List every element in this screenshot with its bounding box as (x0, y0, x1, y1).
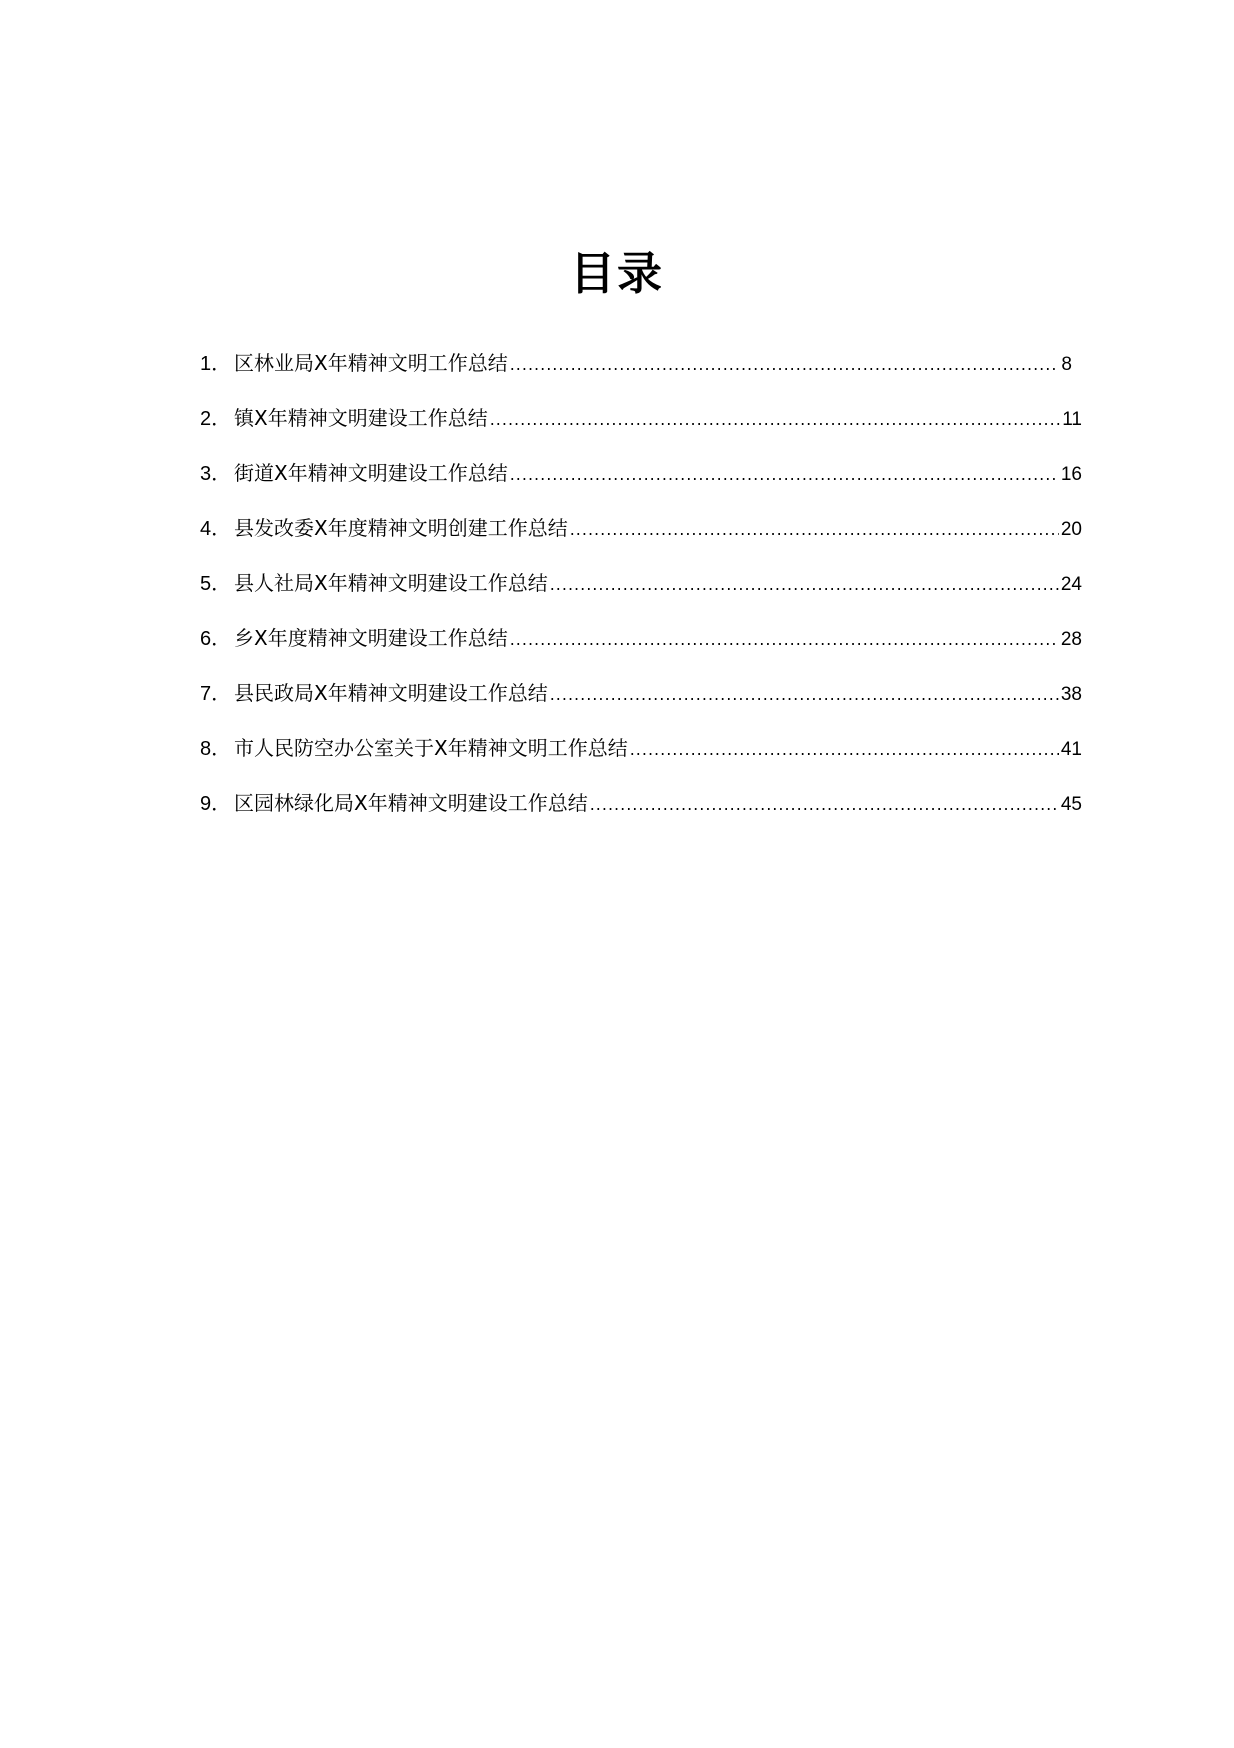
toc-entry-title: 区园林绿化局X年精神文明建设工作总结 (234, 791, 588, 815)
toc-entry-title: 市人民防空办公室关于X年精神文明工作总结 (234, 736, 628, 760)
toc-entry-title: 县民政局X年精神文明建设工作总结 (234, 681, 548, 705)
toc-dot-leader (570, 515, 1059, 545)
toc-entry-page: 16 (1060, 464, 1082, 485)
toc-entry-title: 区林业局X年精神文明工作总结 (234, 351, 508, 375)
toc-entry-number: 3． (200, 463, 232, 485)
toc-title: 目录 (569, 247, 664, 300)
toc-dot-leader (550, 680, 1059, 710)
toc-entry-page: 8 (1061, 354, 1072, 375)
toc-entry-number: 5． (200, 573, 232, 595)
toc-dot-leader (510, 350, 1060, 380)
toc-entry-number: 7． (200, 683, 232, 705)
toc-dot-leader (590, 790, 1059, 820)
toc-entry-2[interactable] (200, 403, 1082, 458)
toc-entry-page: 45 (1060, 794, 1082, 815)
toc-entry-number: 1． (200, 353, 232, 375)
toc-entry-page: 38 (1060, 684, 1082, 705)
toc-entry-page: 20 (1060, 519, 1082, 540)
toc-entry-4[interactable] (200, 513, 1082, 568)
toc-entry-7[interactable] (200, 678, 1082, 733)
toc-entry-page: 24 (1060, 574, 1082, 595)
toc-entry-number: 2． (200, 408, 232, 430)
toc-entry-title: 乡X年度精神文明建设工作总结 (234, 626, 508, 650)
toc-entry-3[interactable] (200, 458, 1082, 513)
toc-entry-number: 9． (200, 793, 232, 815)
toc-entry-8[interactable] (200, 733, 1082, 788)
toc-entry-number: 4． (200, 518, 232, 540)
toc-entry-page: 28 (1060, 629, 1082, 650)
toc-entry-6[interactable] (200, 623, 1082, 678)
toc-dot-leader (490, 405, 1061, 435)
toc-entry-1[interactable] (200, 348, 1082, 403)
toc-entry-number: 8． (200, 738, 232, 760)
toc-entry-title: 县发改委X年度精神文明创建工作总结 (234, 516, 568, 540)
toc-entry-page: 11 (1062, 409, 1082, 430)
toc-dot-leader (550, 570, 1059, 600)
toc-entry-9[interactable] (200, 788, 1082, 843)
toc-entry-title: 县人社局X年精神文明建设工作总结 (234, 571, 548, 595)
toc-list (200, 348, 1082, 843)
toc-entry-5[interactable] (200, 568, 1082, 623)
toc-entry-title: 街道X年精神文明建设工作总结 (234, 461, 508, 485)
toc-dot-leader (510, 460, 1059, 490)
toc-entry-number: 6． (200, 628, 232, 650)
toc-dot-leader (510, 625, 1059, 655)
toc-entry-page: 41 (1060, 739, 1082, 760)
toc-entry-title: 镇X年精神文明建设工作总结 (234, 406, 488, 430)
toc-dot-leader (630, 735, 1059, 765)
